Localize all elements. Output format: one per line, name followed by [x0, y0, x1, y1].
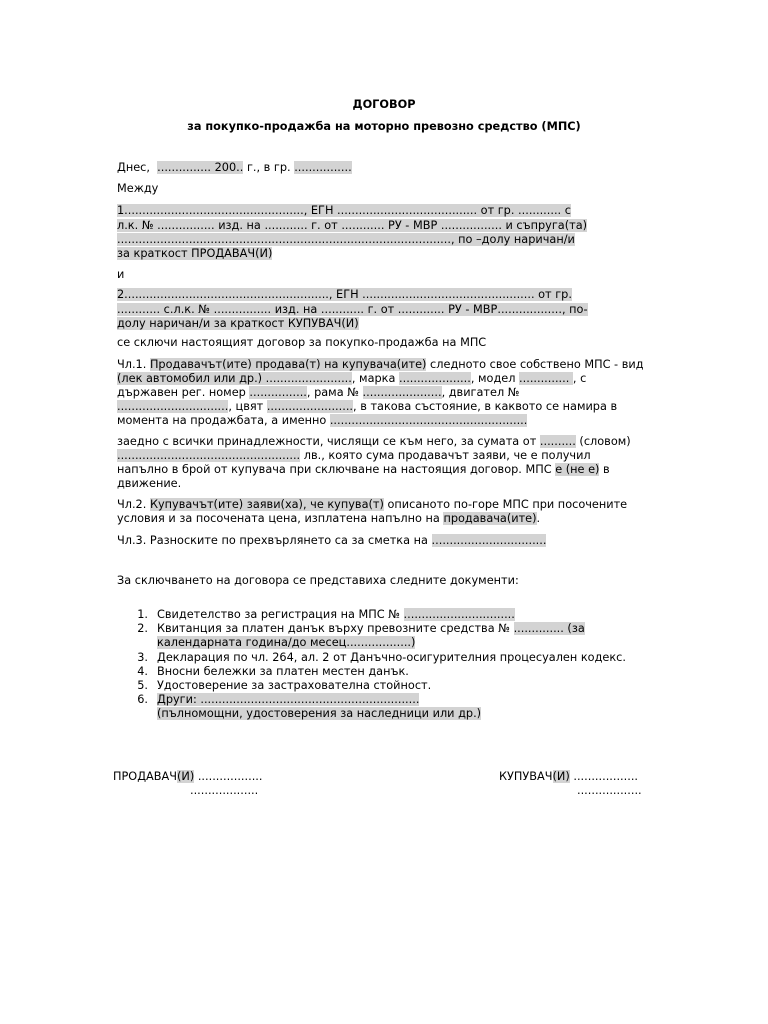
color-field[interactable]: ........................ [266, 400, 354, 413]
payment-text: заедно с всички принадлежности, числящи се към него, за сумата от [117, 435, 540, 448]
art3-line [117, 533, 546, 548]
seller-line-3-text: ............................................................................................., по –долу наричан/и [117, 233, 575, 246]
engine-field[interactable]: ............................... [117, 400, 229, 413]
amount-field[interactable]: .......... [539, 435, 576, 448]
frame-field[interactable]: ...................... [362, 386, 442, 399]
payment-text-3: напълно в брой от купувача при сключване на настоящия договор. МПС [117, 463, 556, 476]
city-label: г., в гр. [243, 161, 295, 174]
art1-line-1 [117, 357, 644, 372]
buyer-plural-field[interactable]: (И) [552, 770, 570, 783]
seller-line-4-text: за краткост ПРОДАВАЧ(И) [117, 247, 273, 260]
art1-text: следното свое собствено МПС - вид [426, 358, 644, 371]
buyer-signature [499, 769, 638, 784]
art2-line-2 [117, 511, 540, 526]
other-docs-note: (пълномощни, удостоверения за наследници или др.) [157, 707, 482, 720]
art1-text-3: , в такова състояние, в каквото се намира в [353, 400, 618, 413]
other-docs-field: Други: ............................................................. [157, 693, 420, 706]
art2-line-1 [117, 497, 627, 512]
doc-6-item[interactable] [157, 692, 419, 707]
art2-text-2: условия и за посочената цена, изплатена напълно на [117, 512, 444, 525]
doc-6-item-cont[interactable] [157, 706, 481, 721]
seller-signature-2[interactable]: ................... [190, 784, 259, 797]
tax-period-field: календарната година/до месец..................) [157, 636, 416, 649]
buyer-line-3-text: долу наричан/и за краткост КУПУВАЧ(И) [117, 317, 359, 330]
engine-label: , двигател № [441, 386, 520, 399]
tax-receipt-field[interactable]: .............. (за [513, 622, 585, 635]
seller-line-4[interactable] [117, 246, 272, 261]
and-label: и [117, 268, 125, 281]
doc-6-number: 6. [137, 693, 148, 706]
payment-line-4: движение. [117, 477, 182, 490]
model-label: , модел [470, 372, 520, 385]
payment-line-1 [117, 434, 631, 449]
payment-line-3 [117, 462, 610, 477]
model-field[interactable]: .............. [519, 372, 573, 385]
seller-line-2[interactable] [117, 218, 587, 233]
art1-label: Чл.1. [117, 358, 150, 371]
reg-number-field[interactable]: ................ [249, 386, 307, 399]
seller-line-1[interactable] [117, 203, 571, 218]
doc-2-text: Квитанция за платен данък върху превозните средства № [157, 622, 514, 635]
reg-number-label: държавен рег. номер [117, 386, 250, 399]
doc-2-item-cont[interactable] [157, 635, 415, 650]
seller-line-2-text: л.к. № ................ изд. на ............ г. от ............ РУ - МВР ................. и съпруга(та) [117, 219, 588, 232]
buyer-line-3[interactable] [117, 316, 359, 331]
date-field[interactable]: ............... 200.. [157, 161, 244, 174]
doc-3-number: 3. [137, 651, 148, 664]
color-label: , цвят [228, 400, 267, 413]
date-prefix: Днес, [117, 161, 158, 174]
buyer-signature-2[interactable]: .................. [577, 784, 642, 797]
seller-plural-field[interactable]: (И) [176, 770, 195, 783]
art2-sellers-field[interactable]: продавача(ите) [443, 512, 537, 525]
payment-text-2: лв., която сума продавачът заяви, че е получил [300, 449, 591, 462]
doc-5-item: Удостоверение за застрахователна стойност. [157, 679, 432, 692]
art1-line-4 [117, 399, 617, 414]
seller-signature-label: ПРОДАВАЧ [113, 770, 177, 783]
in-traffic-field[interactable]: е (не е) [555, 463, 600, 476]
art1-line-3 [117, 385, 520, 400]
buyer-signature-label: КУПУВАЧ [499, 770, 553, 783]
art1-line-2 [117, 371, 586, 386]
namely-field[interactable]: ....................................................... [329, 414, 528, 427]
expenses-field[interactable]: ................................ [431, 534, 547, 547]
brand-field[interactable]: .................... [399, 372, 471, 385]
vehicle-type-field[interactable]: (лек автомобил или др.) ........................ [117, 372, 352, 385]
document-title: ДОГОВОР [352, 98, 416, 111]
buyer-line-2-text: ............ с.л.к. № ................ изд. на ............ г. от ............. РУ - МВР.................., по- [117, 303, 588, 316]
art1-parties-field[interactable]: Продавачът(ите) продава(т) на купувача(ите) [149, 358, 427, 371]
doc-4-item: Вносни бележки за платен местен данък. [157, 665, 409, 678]
buyer-line-2[interactable] [117, 302, 588, 317]
buyer-line-1[interactable] [117, 287, 572, 302]
art2-label: Чл.2. [117, 498, 150, 511]
seller-line-3[interactable] [117, 232, 575, 247]
doc-2-number: 2. [137, 622, 148, 635]
brand-label: , марка [351, 372, 400, 385]
art2-period: . [536, 512, 541, 525]
payment-line-2 [117, 448, 591, 463]
between-label: Между [117, 182, 159, 195]
art2-buyers-field[interactable]: Купувачът(ите) заяви(ха), че купува(т) [149, 498, 384, 511]
frame-label: , рама № [306, 386, 363, 399]
amount-words-field[interactable]: ................................................... [117, 449, 301, 462]
buyer-line-1-text: 2........................................................., ЕГН ................................................ от гр. [117, 288, 572, 301]
concluded-line: се сключи настоящият договор за покупко-продажба на МПС [117, 336, 487, 349]
reg-certificate-field[interactable]: ............................... [403, 608, 515, 621]
doc-5-number: 5. [137, 679, 148, 692]
document-subtitle: за покупко-продажба на моторно превозно средство (МПС) [187, 120, 581, 133]
art3-text: Чл.3. Разноските по прехвърлянето са за сметка на [117, 534, 432, 547]
seller-signature [113, 769, 262, 784]
documents-intro: За сключването на договора се представиха следните документи: [117, 574, 519, 587]
seller-signature-field[interactable]: .................. [194, 770, 263, 783]
in-words-label: (словом) [575, 435, 631, 448]
art1-text-2: , с [572, 372, 587, 385]
seller-line-1-text: 1.................................................., ЕГН ....................................... от гр. ............ с [117, 204, 571, 217]
namely-label: момента на продажбата, а именно [117, 414, 330, 427]
payment-text-4: в [599, 463, 610, 476]
doc-1-item [157, 607, 515, 622]
doc-3-item: Декларация по чл. 264, ал. 2 от Данъчно-осигурителния процесуален кодекс. [157, 651, 626, 664]
doc-2-item [157, 621, 585, 636]
doc-1-number: 1. [137, 608, 148, 621]
buyer-signature-field[interactable]: .................. [569, 770, 639, 783]
doc-1-text: Свидетелство за регистрация на МПС № [157, 608, 404, 621]
doc-4-number: 4. [137, 665, 148, 678]
date-line [117, 160, 352, 175]
art1-line-5 [117, 413, 527, 428]
city-field[interactable]: ................ [294, 161, 352, 174]
art2-text: описаното по-горе МПС при посочените [383, 498, 628, 511]
